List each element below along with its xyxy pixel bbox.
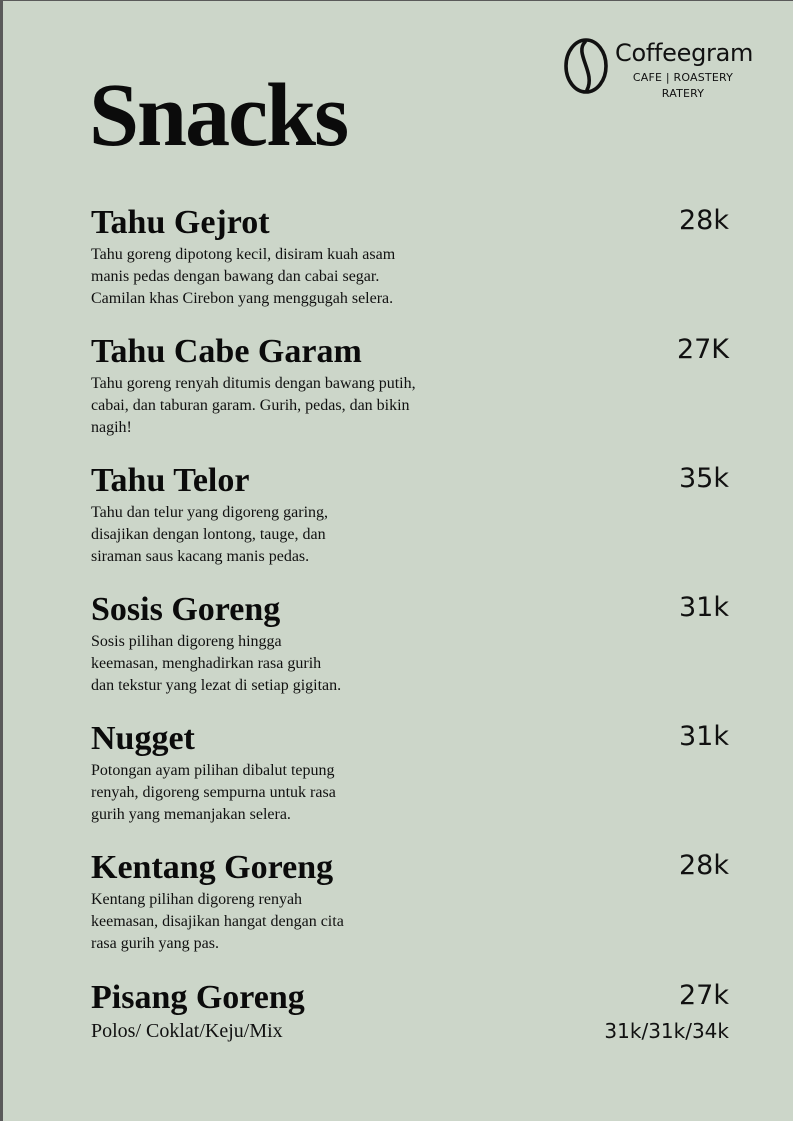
item-name: Sosis Goreng: [91, 591, 281, 628]
item-description: [91, 760, 336, 826]
item-price: 31k: [679, 592, 729, 623]
brand-logo: [563, 37, 763, 101]
description-line: rasa gurih yang pas.: [91, 935, 219, 952]
description-line: cabai, dan taburan garam. Gurih, pedas, dan bikin: [91, 397, 410, 414]
item-name: Pisang Goreng: [91, 979, 305, 1016]
page-title: Snacks: [89, 66, 348, 165]
item-name: Kentang Goreng: [91, 849, 334, 886]
item-name: Nugget: [91, 720, 195, 757]
item-price: 27k: [679, 980, 729, 1011]
item-description: [91, 373, 416, 439]
description-line: Kentang pilihan digoreng renyah: [91, 891, 303, 908]
item-variant-prices: 31k/31k/34k: [604, 1019, 729, 1043]
item-name: Tahu Gejrot: [91, 204, 270, 241]
description-line: keemasan, menghadirkan rasa gurih: [91, 655, 322, 672]
item-price: 31k: [679, 721, 729, 752]
item-price: 27K: [676, 334, 729, 365]
item-name: Tahu Cabe Garam: [91, 333, 362, 370]
description-line: disajikan dengan lontong, tauge, dan: [91, 526, 326, 543]
description-line: Tahu goreng dipotong kecil, disiram kuah asam: [91, 246, 396, 263]
description-line: dan tekstur yang lezat di setiap gigitan.: [91, 677, 342, 694]
description-line: keemasan, disajikan hangat dengan cita: [91, 913, 344, 930]
item-description: [91, 502, 328, 568]
item-description: [91, 244, 395, 310]
description-line: Sosis pilihan digoreng hingga: [91, 633, 282, 650]
description-line: gurih yang memanjakan selera.: [91, 806, 291, 823]
brand-name: Coffeegram: [615, 39, 754, 67]
menu-page: [3, 1, 793, 1121]
item-name: Tahu Telor: [91, 462, 250, 499]
description-line: Camilan khas Cirebon yang menggugah selera.: [91, 290, 394, 307]
item-description: [91, 889, 344, 955]
description-line: Tahu goreng renyah ditumis dengan bawang putih,: [91, 375, 416, 392]
brand-tagline: CAFE | ROASTERY RATERY: [632, 71, 734, 100]
item-variants: Polos/ Coklat/Keju/Mix: [91, 1020, 283, 1042]
item-price: 28k: [679, 850, 729, 881]
description-line: Tahu dan telur yang digoreng garing,: [91, 504, 329, 521]
item-price: 35k: [679, 463, 729, 494]
item-price: 28k: [679, 205, 729, 236]
description-line: siraman saus kacang manis pedas.: [91, 548, 310, 565]
description-line: renyah, digoreng sempurna untuk rasa: [91, 784, 336, 801]
description-line: Potongan ayam pilihan dibalut tepung: [91, 762, 335, 779]
item-description: [91, 631, 341, 697]
coffee-bean-icon: [563, 37, 611, 97]
description-line: manis pedas dengan bawang dan cabai segar.: [91, 268, 380, 285]
description-line: nagih!: [91, 419, 132, 436]
